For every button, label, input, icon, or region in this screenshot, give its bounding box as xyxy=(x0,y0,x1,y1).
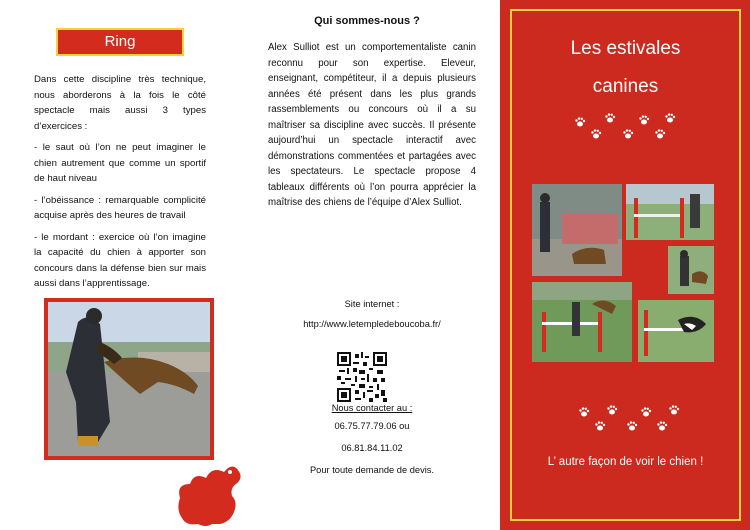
paw-icon xyxy=(668,404,680,416)
paw-icon xyxy=(574,116,586,128)
paw-icon xyxy=(664,112,676,124)
ring-item-saut: - le saut où l’on ne peut imaginer le chien autrement que comme un sportif de haut niveau xyxy=(34,142,206,184)
phone-1: 06.75.77.79.06 ou xyxy=(334,421,410,431)
ring-item-obeissance: - l’obéissance : remarquable complicité acquise après des heures de travail xyxy=(34,194,206,221)
paw-icon xyxy=(622,128,634,140)
collage-photo-4 xyxy=(532,282,632,362)
collage-photo-2 xyxy=(626,184,714,240)
collage-photo-3 xyxy=(668,246,714,294)
paw-icon xyxy=(640,406,652,418)
ring-item-mordant: - le mordant : exercice où l’on imagine la capacité du chien à apporter son concours dans la défense bien sur mais aussi dans l’apprentissage. xyxy=(34,231,206,289)
contact-label: Nous contacter au : xyxy=(331,403,413,413)
collage-photo-5 xyxy=(638,300,714,362)
paw-icon xyxy=(606,404,618,416)
paw-icon xyxy=(638,114,650,126)
paw-icon xyxy=(604,112,616,124)
devis-text: Pour toute demande de devis. xyxy=(309,465,435,475)
collage-photo-1 xyxy=(532,184,622,276)
ring-title: Ring xyxy=(56,28,184,56)
site-label: Site internet : xyxy=(344,299,400,309)
cover-title-line2: canines xyxy=(592,76,659,97)
ring-intro: Dans cette discipline très technique, nous aborderons à la fois le côté spectacle mais aussi 3 types d’exercices : xyxy=(34,74,206,132)
dog-logo-icon xyxy=(172,458,248,530)
paw-icon xyxy=(594,420,606,432)
paw-icon xyxy=(654,128,666,140)
cover-tagline: L’ autre façon de voir le chien ! xyxy=(547,456,704,468)
qr-code-icon[interactable] xyxy=(337,352,387,402)
about-title: Qui sommes-nous ? xyxy=(314,15,420,27)
site-url-link[interactable]: http://www.letempledeboucoba.fr/ xyxy=(303,319,441,329)
paw-icon xyxy=(626,420,638,432)
cover-title-line1: Les estivales xyxy=(570,38,681,59)
about-text: Alex Sulliot est un comportementaliste canin reconnu pour son expertise. Eleveur, enseignant, compétiteur, il a depuis plusieurs années été présent dans les plus grands rassemblements ou concours où il a su maîtriser sa discipline avec succès. Il présente aujourd’hui un spectacle interactif avec démonstrations commentées et partagées avec les spectateurs. Le spectacle propose 4 tableaux différents où l’on pourra apprécier la maîtrise des chiens de l’équipe d’Alex Sulliot. xyxy=(268,42,476,208)
ring-description xyxy=(34,72,206,298)
paw-icon xyxy=(578,406,590,418)
ring-bite-photo xyxy=(44,298,214,460)
photo-collage xyxy=(532,184,714,362)
cover-title xyxy=(510,30,741,106)
paw-icon xyxy=(590,128,602,140)
phone-2: 06.81.84.11.02 xyxy=(341,443,403,453)
paw-icon xyxy=(656,420,668,432)
ring-bite-photo-image xyxy=(48,302,210,456)
